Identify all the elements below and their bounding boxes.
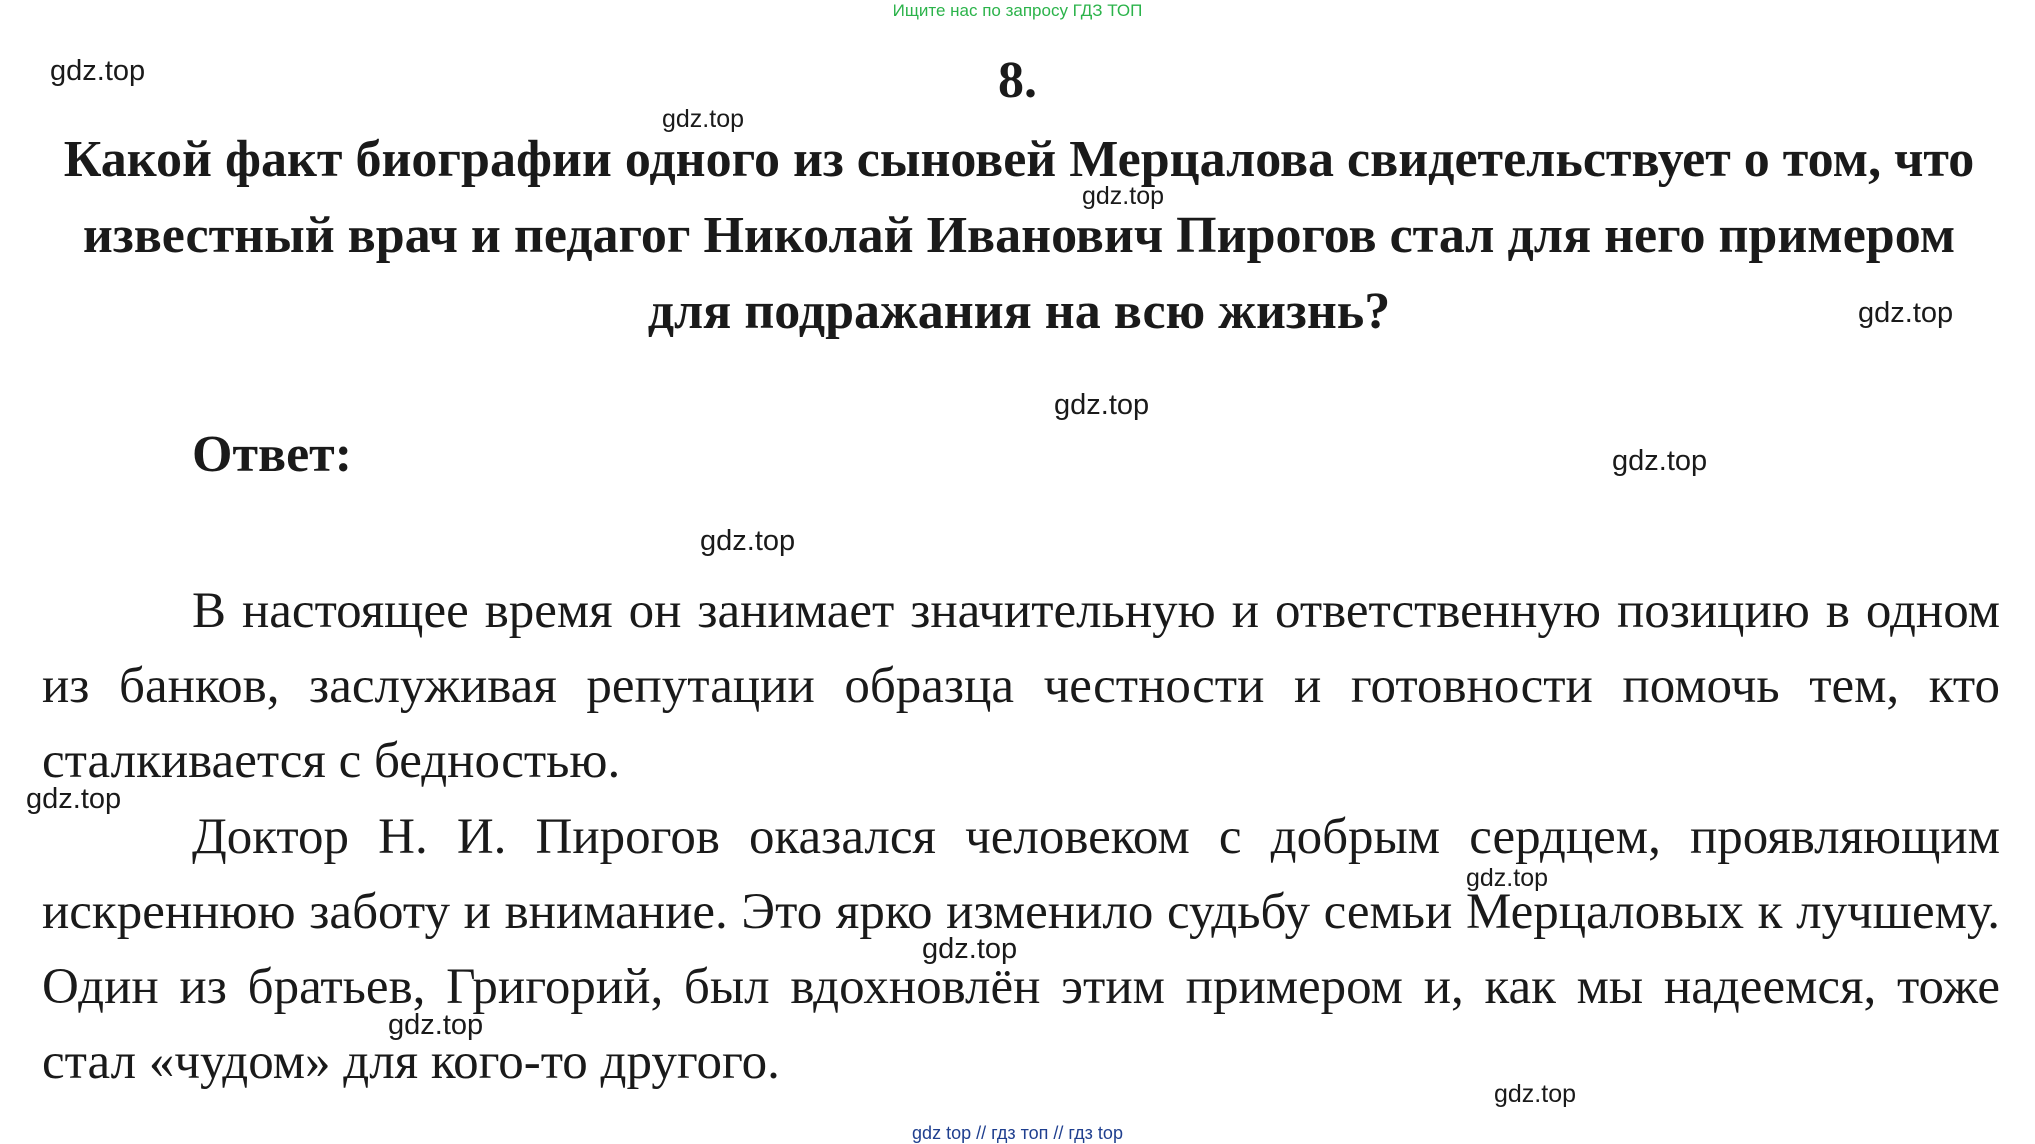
watermark: gdz.top [1082, 182, 1165, 210]
watermark: gdz.top [922, 933, 1018, 965]
watermark: gdz.top [1858, 297, 1954, 329]
watermark: gdz.top [700, 525, 796, 557]
task-number: 8. [998, 52, 1037, 109]
watermark: gdz.top [388, 1009, 484, 1041]
top-banner: Ищите нас по запросу ГДЗ ТОП [892, 1, 1143, 20]
answer-label: Ответ: [192, 426, 353, 483]
footer-links: gdz top // гдз топ // гдз top [912, 1123, 1123, 1143]
watermark: gdz.top [662, 105, 745, 133]
watermark: gdz.top [1612, 445, 1708, 477]
watermark: gdz.top [50, 55, 146, 87]
watermark: gdz.top [26, 783, 122, 815]
watermark: gdz.top [1466, 864, 1549, 892]
watermark: gdz.top [1054, 389, 1150, 421]
answer-paragraph: В настоящее время он занимает значительную и ответственную позицию в одном из банков, заслуживая репутации образца честности и готовности помочь тем, кто сталкивается с бедностью. [42, 583, 2000, 789]
watermark: gdz.top [1494, 1080, 1577, 1108]
question-text: Какой факт биографии одного из сыновей Мерцалова свидетельствует о том, что известный врач и педагог Николай Иванович Пирогов стал для него примером для подражания на всю жизнь? [63, 131, 1975, 340]
answer-paragraph: Доктор Н. И. Пирогов оказался человеком с добрым сердцем, проявляющим искреннюю заботу и внимание. Это ярко изменило судьбу семьи Мерцаловых к лучшему. Один из братьев, Григорий, был вдохновлён этим примером и, как мы надеемся, тоже стал «чудом» для кого-то другого. [42, 809, 2000, 1090]
